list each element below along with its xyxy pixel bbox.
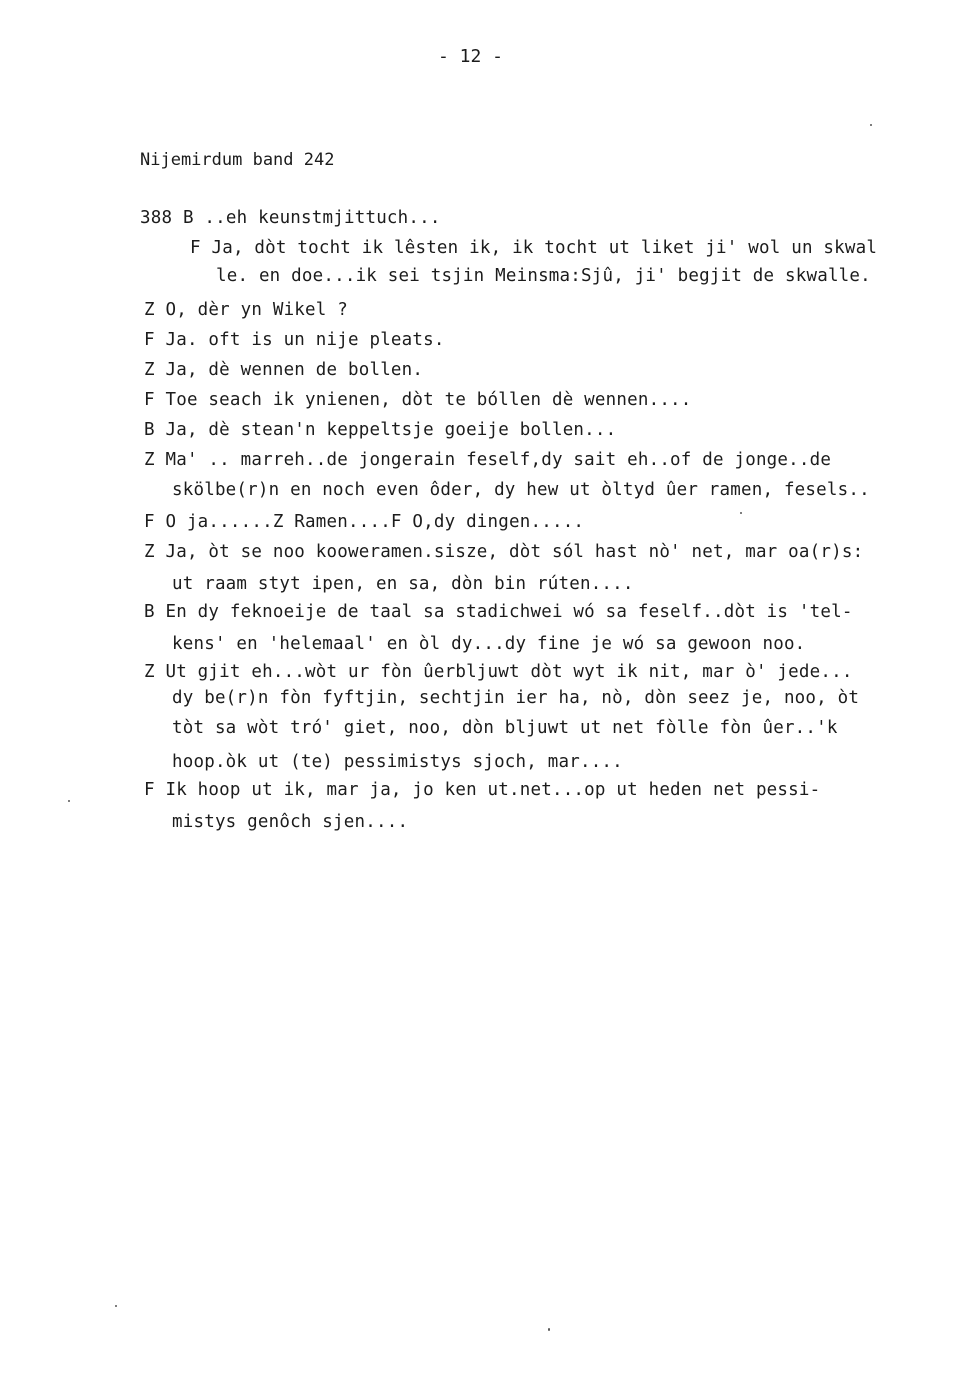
transcript-line: hoop.òk ut (te) pessimistys sjoch, mar.... (172, 752, 623, 772)
scan-speck (115, 1305, 117, 1307)
transcript-line: Z Ja, dè wennen de bollen. (144, 360, 424, 380)
transcript-line: tòt sa wòt tró' giet, noo, dòn bljuwt ut net fòlle fòn ûer..'k (172, 718, 838, 738)
page-number: - 12 - (438, 46, 504, 67)
transcript-line: F Ik hoop ut ik, mar ja, jo ken ut.net...op ut heden net pessi- (144, 780, 821, 800)
transcript-line: Z Ma' .. marreh..de jongerain feself,dy sait eh..of de jonge..de (144, 450, 832, 470)
transcript-line: Z Ja, òt se noo kooweramen.sisze, dòt sól hast nò' net, mar oa(r)s: (144, 542, 864, 562)
transcript-line: F Ja. oft is un nije pleats. (144, 330, 445, 350)
document-header: Nijemirdum band 242 (140, 150, 335, 170)
transcript-line: F O ja......Z Ramen....F O,dy dingen..... (144, 512, 585, 532)
transcript-line: le. en doe...ik sei tsjin Meinsma:Sjû, ji' begjit de skwalle. (216, 266, 871, 286)
scan-speck (870, 124, 872, 126)
scan-speck (740, 512, 742, 514)
transcript-line: kens' en 'helemaal' en òl dy...dy fine je wó sa gewoon noo. (172, 634, 806, 654)
transcript-line: F Toe seach ik ynienen, dòt te bóllen dè wennen.... (144, 390, 692, 410)
transcript-line: skölbe(r)n en noch even ôder, dy hew ut òltyd ûer ramen, fesels.. (172, 480, 870, 500)
transcript-line: B Ja, dè stean'n keppeltsje goeije bollen... (144, 420, 617, 440)
transcript-line: mistys genôch sjen.... (172, 812, 409, 832)
transcript-line: F Ja, dòt tocht ik lêsten ik, ik tocht ut liket ji' wol un skwal (190, 238, 878, 258)
transcript-line: ut raam styt ipen, en sa, dòn bin rúten.... (172, 574, 634, 594)
transcript-line: 388 B ..eh keunstmjittuch... (140, 208, 441, 228)
transcript-line: dy be(r)n fòn fyftjin, sechtjin ier ha, nò, dòn seez je, noo, òt (172, 688, 860, 708)
transcript-line: Z O, dèr yn Wikel ? (144, 300, 348, 320)
scan-speck (548, 1328, 550, 1331)
transcript-line: B En dy feknoeije de taal sa stadichwei wó sa feself..dòt is 'tel- (144, 602, 853, 622)
scan-speck (68, 800, 70, 802)
transcript-line: Z Ut gjit eh...wòt ur fòn ûerbljuwt dòt wyt ik nit, mar ò' jede... (144, 662, 853, 682)
